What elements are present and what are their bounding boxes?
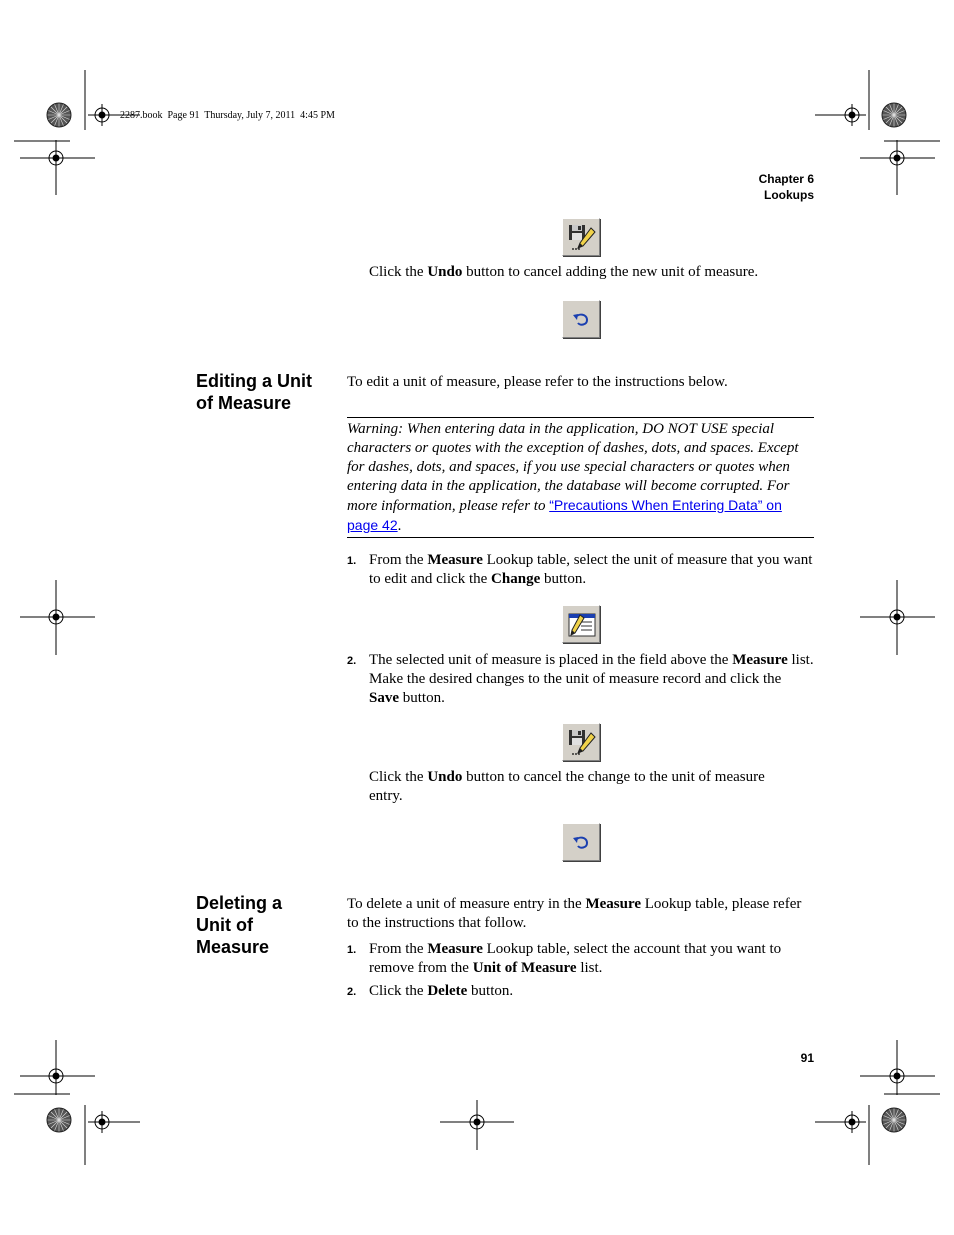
deleting-step-2: Click the Delete button. bbox=[369, 983, 514, 999]
undo-instruction-editing: Click the Undo button to cancel the change to the unit of measure entry. bbox=[369, 769, 765, 804]
editing-intro: To edit a unit of measure, please refer to the instructions below. bbox=[347, 374, 728, 390]
precautions-link[interactable]: “Precautions When Entering Data” on page 42 bbox=[347, 497, 782, 533]
print-info: 2287.book Page 91 Thursday, July 7, 2011 4:45 PM bbox=[120, 110, 335, 121]
editing-step-2: The selected unit of measure is placed in the field above the Measure list. Make the desired changes to the unit of measure record and click the Save button. bbox=[369, 652, 814, 706]
deleting-heading: Deleting a Unit of Measure bbox=[196, 893, 283, 957]
step-number: 1. bbox=[347, 555, 357, 567]
step-number: 1. bbox=[347, 944, 357, 956]
registration-mark-icon bbox=[45, 104, 908, 1133]
step-number: 2. bbox=[347, 986, 357, 998]
deleting-step-1: From the Measure Lookup table, select the account that you want to remove from the Unit of Measure list. bbox=[369, 941, 782, 976]
warning-note: Warning: When entering data in the application, DO NOT USE special characters or quotes with the exception of dashes, dots, and spaces. Except for dashes, dots, and spaces, if you use special characters or quotes when entering data in the application, the database will become corrupted. For more information, please refer to “Precautions When Entering Data” on page 42. bbox=[347, 421, 799, 534]
section-label: Lookups bbox=[764, 188, 814, 202]
page-number: 91 bbox=[800, 1051, 814, 1065]
chapter-label: Chapter 6 bbox=[758, 172, 814, 186]
step-number: 2. bbox=[347, 655, 357, 667]
starburst-icon bbox=[47, 103, 906, 1132]
undo-instruction-top: Click the Undo button to cancel adding the new unit of measure. bbox=[369, 264, 759, 280]
editing-heading: Editing a Unit of Measure bbox=[196, 371, 312, 413]
deleting-intro: To delete a unit of measure entry in the Measure Lookup table, please refer to the instructions that follow. bbox=[347, 896, 802, 931]
editing-step-1: From the Measure Lookup table, select the unit of measure that you want to edit and click the Change button. bbox=[369, 552, 813, 587]
